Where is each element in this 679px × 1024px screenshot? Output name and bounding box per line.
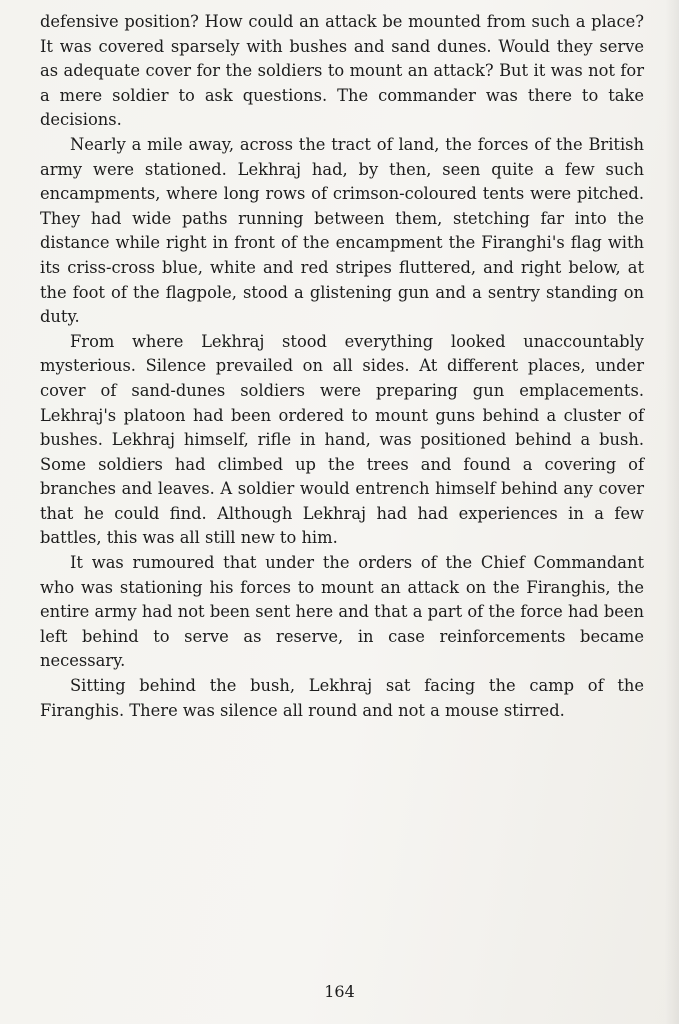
page-number: 164: [324, 982, 355, 1001]
paragraph-2: Nearly a mile away, across the tract of land, the forces of the British army were stationed. Lekhraj had, by then, seen quite a few such encampments, where long rows of crimson-coloured tents were pitched. They had wide paths running between them, stetching far into the distance while right in front of the encampment the Firanghi's flag with its criss-cross blue, white and red stripes fluttered, and right below, at the foot of the flagpole, stood a glistening gun and a sentry standing on duty.: [40, 134, 644, 327]
paragraph-5: Sitting behind the bush, Lekhraj sat facing the camp of the Firanghis. There was silence all round and not a mouse stirred.: [40, 676, 644, 720]
paragraph-4: It was rumoured that under the orders of the Chief Commandant who was stationing his forces to mount an attack on the Firanghis, the entire army had not been sent here and that a part of the force had been left behind to serve as reserve, in case reinforcements became necessary.: [40, 553, 644, 671]
page-text: [40, 10, 644, 723]
paragraph-1: defensive position? How could an attack be mounted from such a place? It was covered sparsely with bushes and sand dunes. Would they serve as adequate cover for the soldiers to mount an attack? But it was not for a mere soldier to ask questions. The commander was there to take decisions.: [40, 12, 644, 130]
paragraph-3: From where Lekhraj stood everything looked unaccountably mysterious. Silence prevailed on all sides. At different places, under cover of sand-dunes soldiers were preparing gun emplacements. Lekhraj's platoon had been ordered to mount guns behind a cluster of bushes. Lekhraj himself, rifle in hand, was positioned behind a bush. Some soldiers had climbed up the trees and found a covering of branches and leaves. A soldier would entrench himself behind any cover that he could find. Although Lekhraj had had experiences in a few battles, this was all still new to him.: [40, 331, 644, 548]
page-edge-shadow: [665, 0, 679, 1024]
